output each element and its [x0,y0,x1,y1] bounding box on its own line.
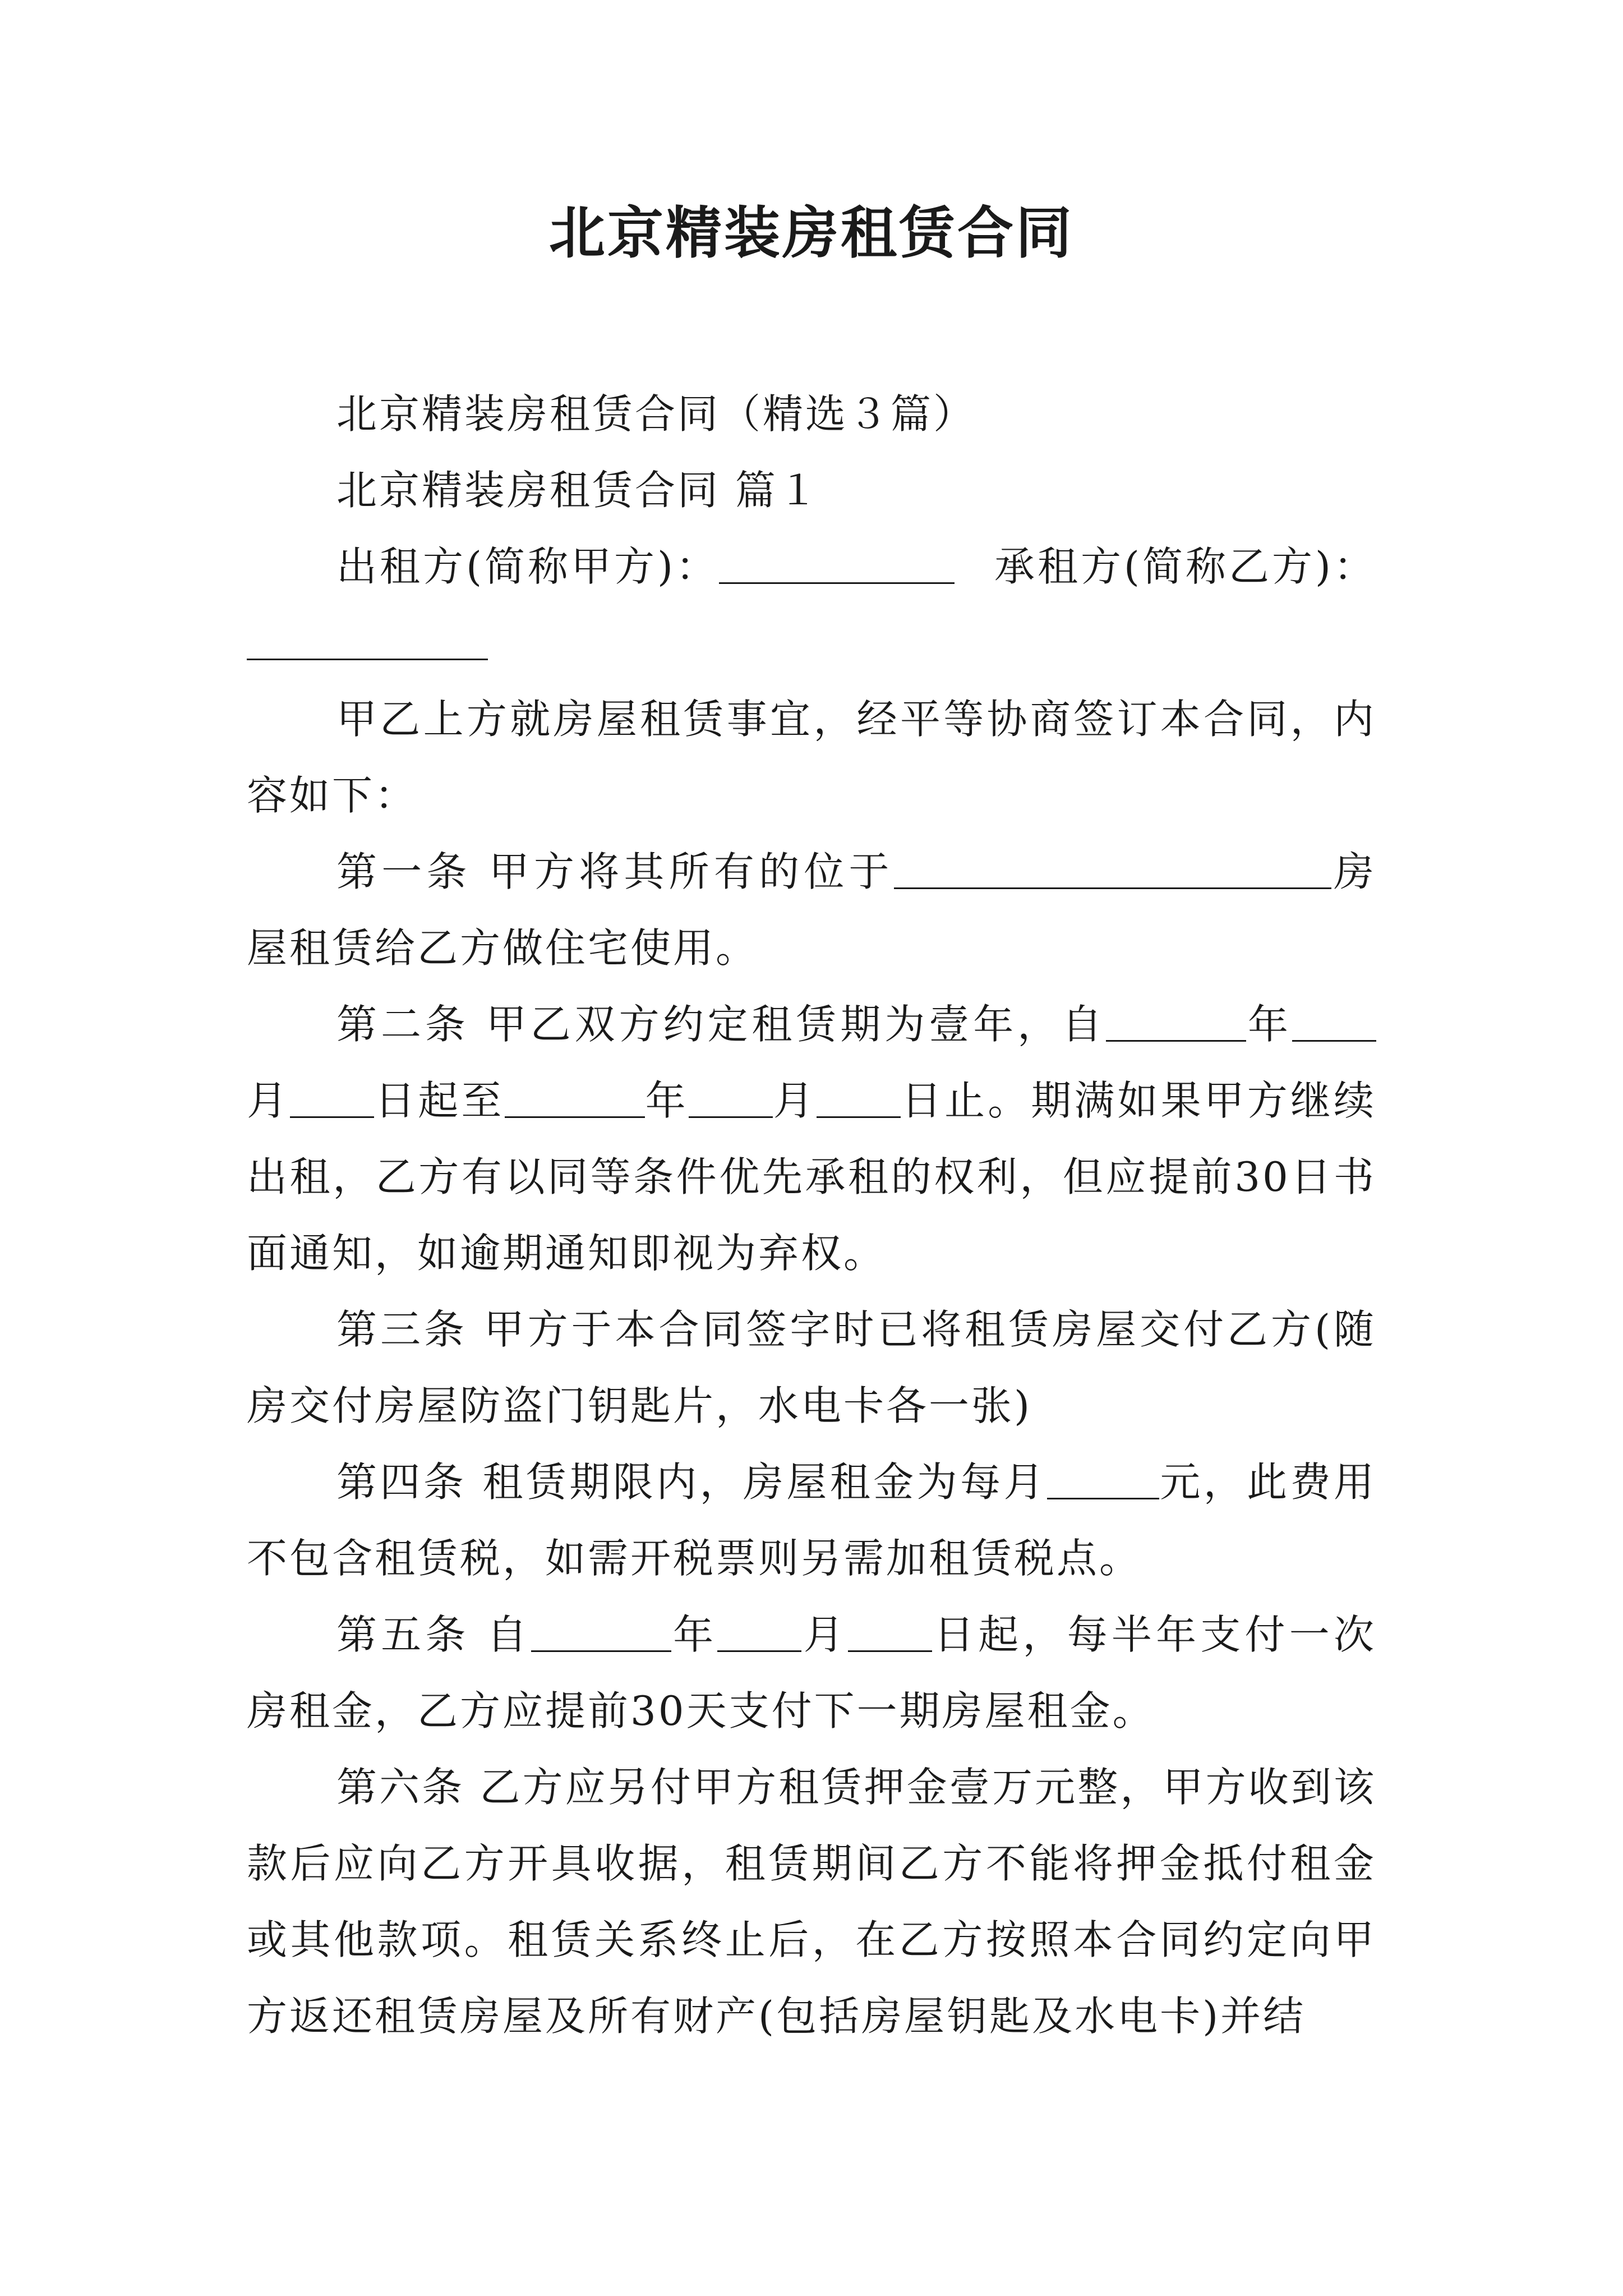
day-label: 日起至 [374,1077,505,1124]
end-month-blank [689,1071,773,1118]
year-label: 年 [1246,1001,1292,1048]
article-5-text-end: 日起，每半年支付一次房租金，乙方应提前30天支付下一期房屋租金。 [247,1611,1376,1734]
year-label: 年 [644,1077,689,1124]
article-2 [247,986,1376,1291]
article-4-text-end: 元，此费用不包含租赁税，如需开税票则另需加租赁税点。 [247,1458,1376,1582]
document-body [247,376,1376,2054]
document-title: 北京精装房租赁合同 [549,200,1074,266]
lessor-label: 出租方(简称甲方)： [336,543,719,590]
month-label: 月 [801,1611,848,1658]
end-year-blank [505,1071,645,1118]
parties-line [247,528,1376,681]
article-5 [247,1596,1376,1749]
start-month-blank [1292,995,1376,1042]
article-3: 第三条 甲方于本合同签字时已将租赁房屋交付乙方(随房交付房屋防盗门钥匙片，水电卡各一张) [247,1306,1376,1429]
article-5-text: 第五条 自 [336,1611,531,1658]
end-day-blank [817,1071,901,1118]
lessee-label: 承租方(简称乙方)： [994,543,1376,590]
article-4 [247,1444,1376,1596]
article-1-text-end: 房屋租赁给乙方做住宅使用。 [247,848,1376,972]
article-1 [247,834,1376,986]
lessee-blank [247,614,488,660]
article-2-text: 第二条 甲乙双方约定租赁期为壹年，自 [336,1001,1106,1048]
pay-month-blank [717,1605,801,1652]
rent-amount-blank [1047,1453,1159,1499]
document-subtitle: 北京精装房租赁合同（精选３篇） [336,390,976,438]
article-6: 第六条 乙方应另付甲方租赁押金壹万元整，甲方收到该款后应向乙方开具收据，租赁期间乙方不能将押金抵付租金或其他款项。租赁关系终止后，在乙方按照本合同约定向甲方返还租赁房屋及所有财产(包括房屋钥匙及水电卡)并结 [247,1764,1376,2040]
year-label: 年 [671,1611,718,1658]
start-year-blank [1106,995,1246,1042]
paragraph-intro: 甲乙上方就房屋租赁事宜，经平等协商签订本合同，内容如下： [247,696,1376,819]
article-2-text-end: 日止。期满如果甲方继续出租，乙方有以同等条件优先承租的权利，但应提前30日书面通知，如逾期通知即视为弃权。 [247,1077,1376,1277]
article-4-text: 第四条 租赁期限内，房屋租金为每月 [336,1458,1047,1506]
pay-year-blank [531,1605,671,1652]
article-1-text: 第一条 甲方将其所有的位于 [336,848,894,895]
start-day-blank [290,1071,374,1118]
section-heading: 北京精装房租赁合同 篇１ [336,467,820,514]
month-label: 月 [247,1077,291,1124]
lessor-blank [719,537,955,584]
location-blank [894,843,1331,889]
pay-day-blank [848,1605,932,1652]
month-label: 月 [772,1077,817,1124]
